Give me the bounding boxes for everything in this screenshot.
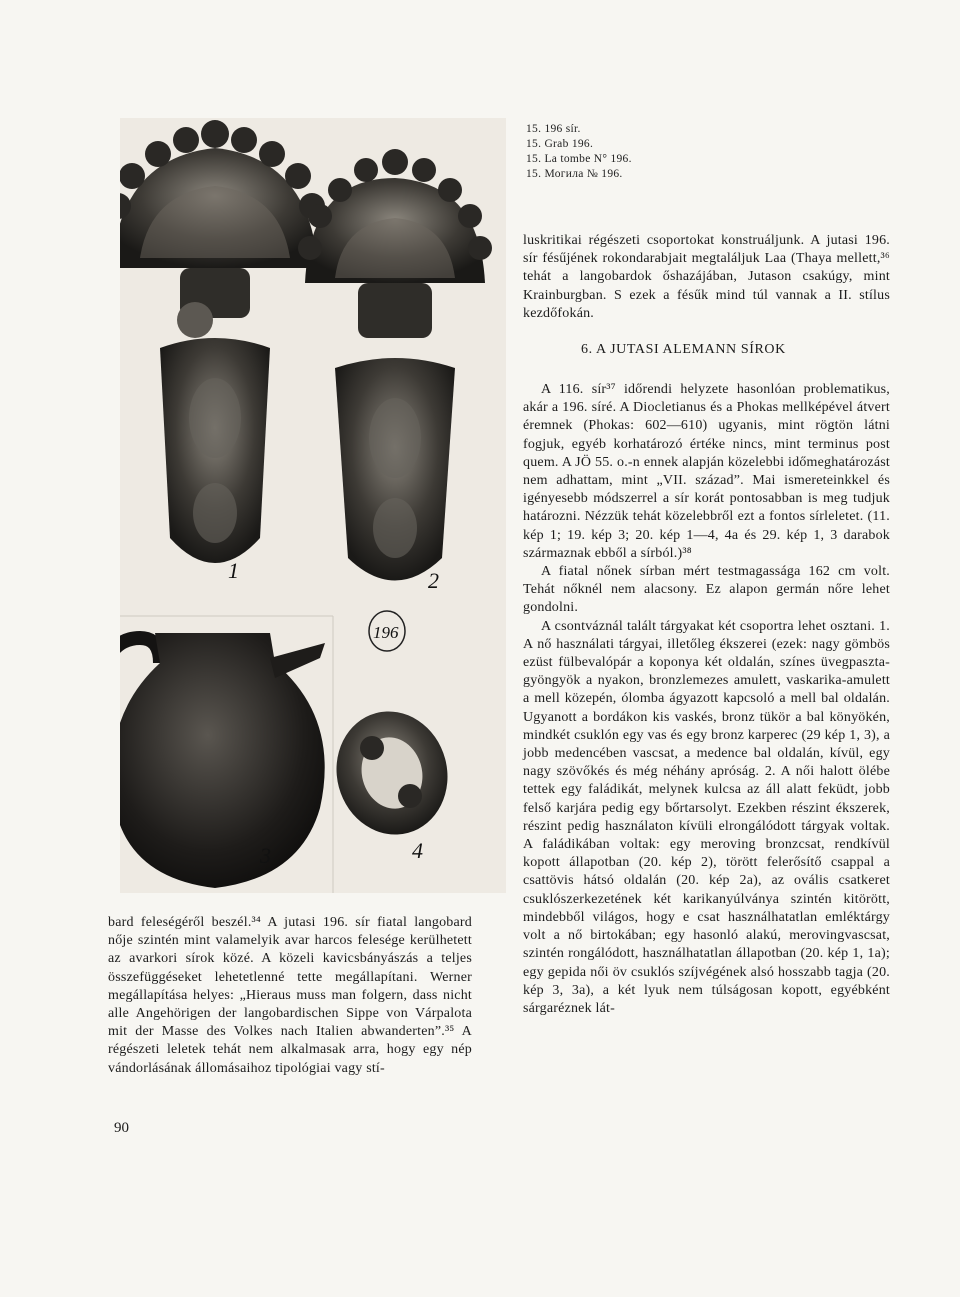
figure-label-2: 2	[428, 568, 439, 593]
caption-line-fr: 15. La tombe N° 196.	[526, 153, 632, 165]
right-column-body	[523, 381, 890, 1018]
stamp-number: 196	[373, 623, 399, 642]
caption-line-hu: 15. 196 sír.	[526, 123, 581, 135]
grave-number-stamp	[369, 611, 405, 651]
page-number: 90	[114, 1120, 129, 1136]
buckle-4	[323, 699, 461, 863]
figure-caption	[526, 122, 632, 182]
jug	[120, 633, 325, 888]
figure-plate	[120, 118, 506, 893]
paragraph: A csontváznál talált tárgyakat két csoportra lehet osztani. 1. A nő használati tárgyai, illetőleg ékszerei (ezek: nagy gömbös ezüst fülbevalópár a koponya két oldalán, színes üvegpaszta-gyöngyök a nyakon, bronzlemezes amulett, vaskarika-amulett a mell közepén, ólomba ágyazott kapcsoló a mell bal oldalán. Ugyanott a bordákon kis vaskés, bronz tükör a bal könyökén, mindkét csuklón egy vas és egy bronz karperec (29 kép 1, 3), a jobb medencében vascsat, a medence bal oldalán, kívül, egy nagy szövőkés és még néhány apróság. 2. A női halott ölébe tettek egy faládikát, melynek kulcsa az áll alatt feküdt, jobb felső karjára pedig egy bőrtarsolyt. Ezekben részint ékszerek, részint pedig használaton kívüli elrongálódott tárgyak voltak. A faládikában voltak: egy meroving bronzcsat, rendkívül kopott állapotban (20. kép 2), törött felerősítő csappal a csattövis hátsó oldalán (20. kép 2a), az ovális csatkeret csuklószerkezetének két karikanyúlványa szintén kitörött, mindebből világos, hogy e csat használhatatlan emléktárgy volt a nő birtokában; egy hasonló alakú, merovingvascsat, szintén rongálódott, használhatatlan állapotban (20. kép 1, 1a); egy gepida női öv csuklós szíjvégének alsó hosszabb tagja (20. kép 3, 3a), a két lyuk nem túlságosan kopott, egyébként sárgaréznek lát-	[523, 618, 890, 1016]
section-heading: 6. A JUTASI ALEMANN SÍROK	[581, 342, 786, 357]
paragraph: luskritikai régészeti csoportokat konstruáljunk. A jutasi 196. sír fésűjének rokondarabjait megtaláljuk Laa (Thaya mellett,³⁶ tehát a langobardok őshazájában, Jutason csakúgy, mint Krainburgban. S ezek a fésűk mind túl vannak a II. stílus kezdőfokán.	[523, 233, 890, 321]
caption-line-ru: 15. Могила № 196.	[526, 168, 623, 180]
figure-label-1: 1	[228, 558, 239, 583]
left-column-body	[108, 914, 472, 1078]
paragraph: A 116. sír³⁷ időrendi helyzete hasonlóan problematikus, akár a 196. síré. A Diocletianus és a Phokas mellképével átvert éremnek (Phokas: 602—610) ugyanis, mint rögtön látni fogjuk, egyéb korhatározó értéke nincs, mint terminus post quem. A JÖ 55. o.-n ennek alapján közelebbi időmeghatározást nem adhattam, mint „VII. század”. Mai ismereteinkkel és igényesebb módszerrel a sír korát pontosabban is meg tudjuk határozni. Nézzük tehát közelebbről ezt a fontos sírleletet. (11. kép 1; 19. kép 3; 20. kép 1—4, 4a és 29. kép 1, 3 darabok származnak ebből a sírból.)³⁸	[523, 382, 890, 561]
paragraph: bard feleségéről beszél.³⁴ A jutasi 196. sír fiatal langobard nője szintén mint valamelyik avar harcos felesége kerülhetett az avarkori sírok közé. A közeli kavicsbányászás a teljes összefüggéseket lehetetlenné tette megállapítani. Werner megállapítása helyes: „Hieraus muss man folgern, dass nicht alle Angehörigen der langobardischen Sippe von Várpalota mit der Masse des Volkes nach Italien abwanderten”.³⁵ A régészeti leletek tehát nem alkalmasak arra, hogy egy nép vándorlásának állomásaihoz tipológiai vagy stí-	[108, 915, 472, 1076]
brooch-2	[298, 149, 492, 593]
figure-plate-drawing	[120, 118, 506, 893]
brooch-1	[120, 120, 325, 583]
caption-line-de: 15. Grab 196.	[526, 138, 594, 150]
figure-label-4: 4	[412, 838, 423, 863]
paragraph: A fiatal nőnek sírban mért testmagassága 162 cm volt. Tehát nőknél nem alacsony. Ez alapon germán nőre lehet gondolni.	[523, 564, 890, 616]
right-column-intro	[523, 232, 890, 323]
figure-label-3: 3	[260, 843, 271, 868]
